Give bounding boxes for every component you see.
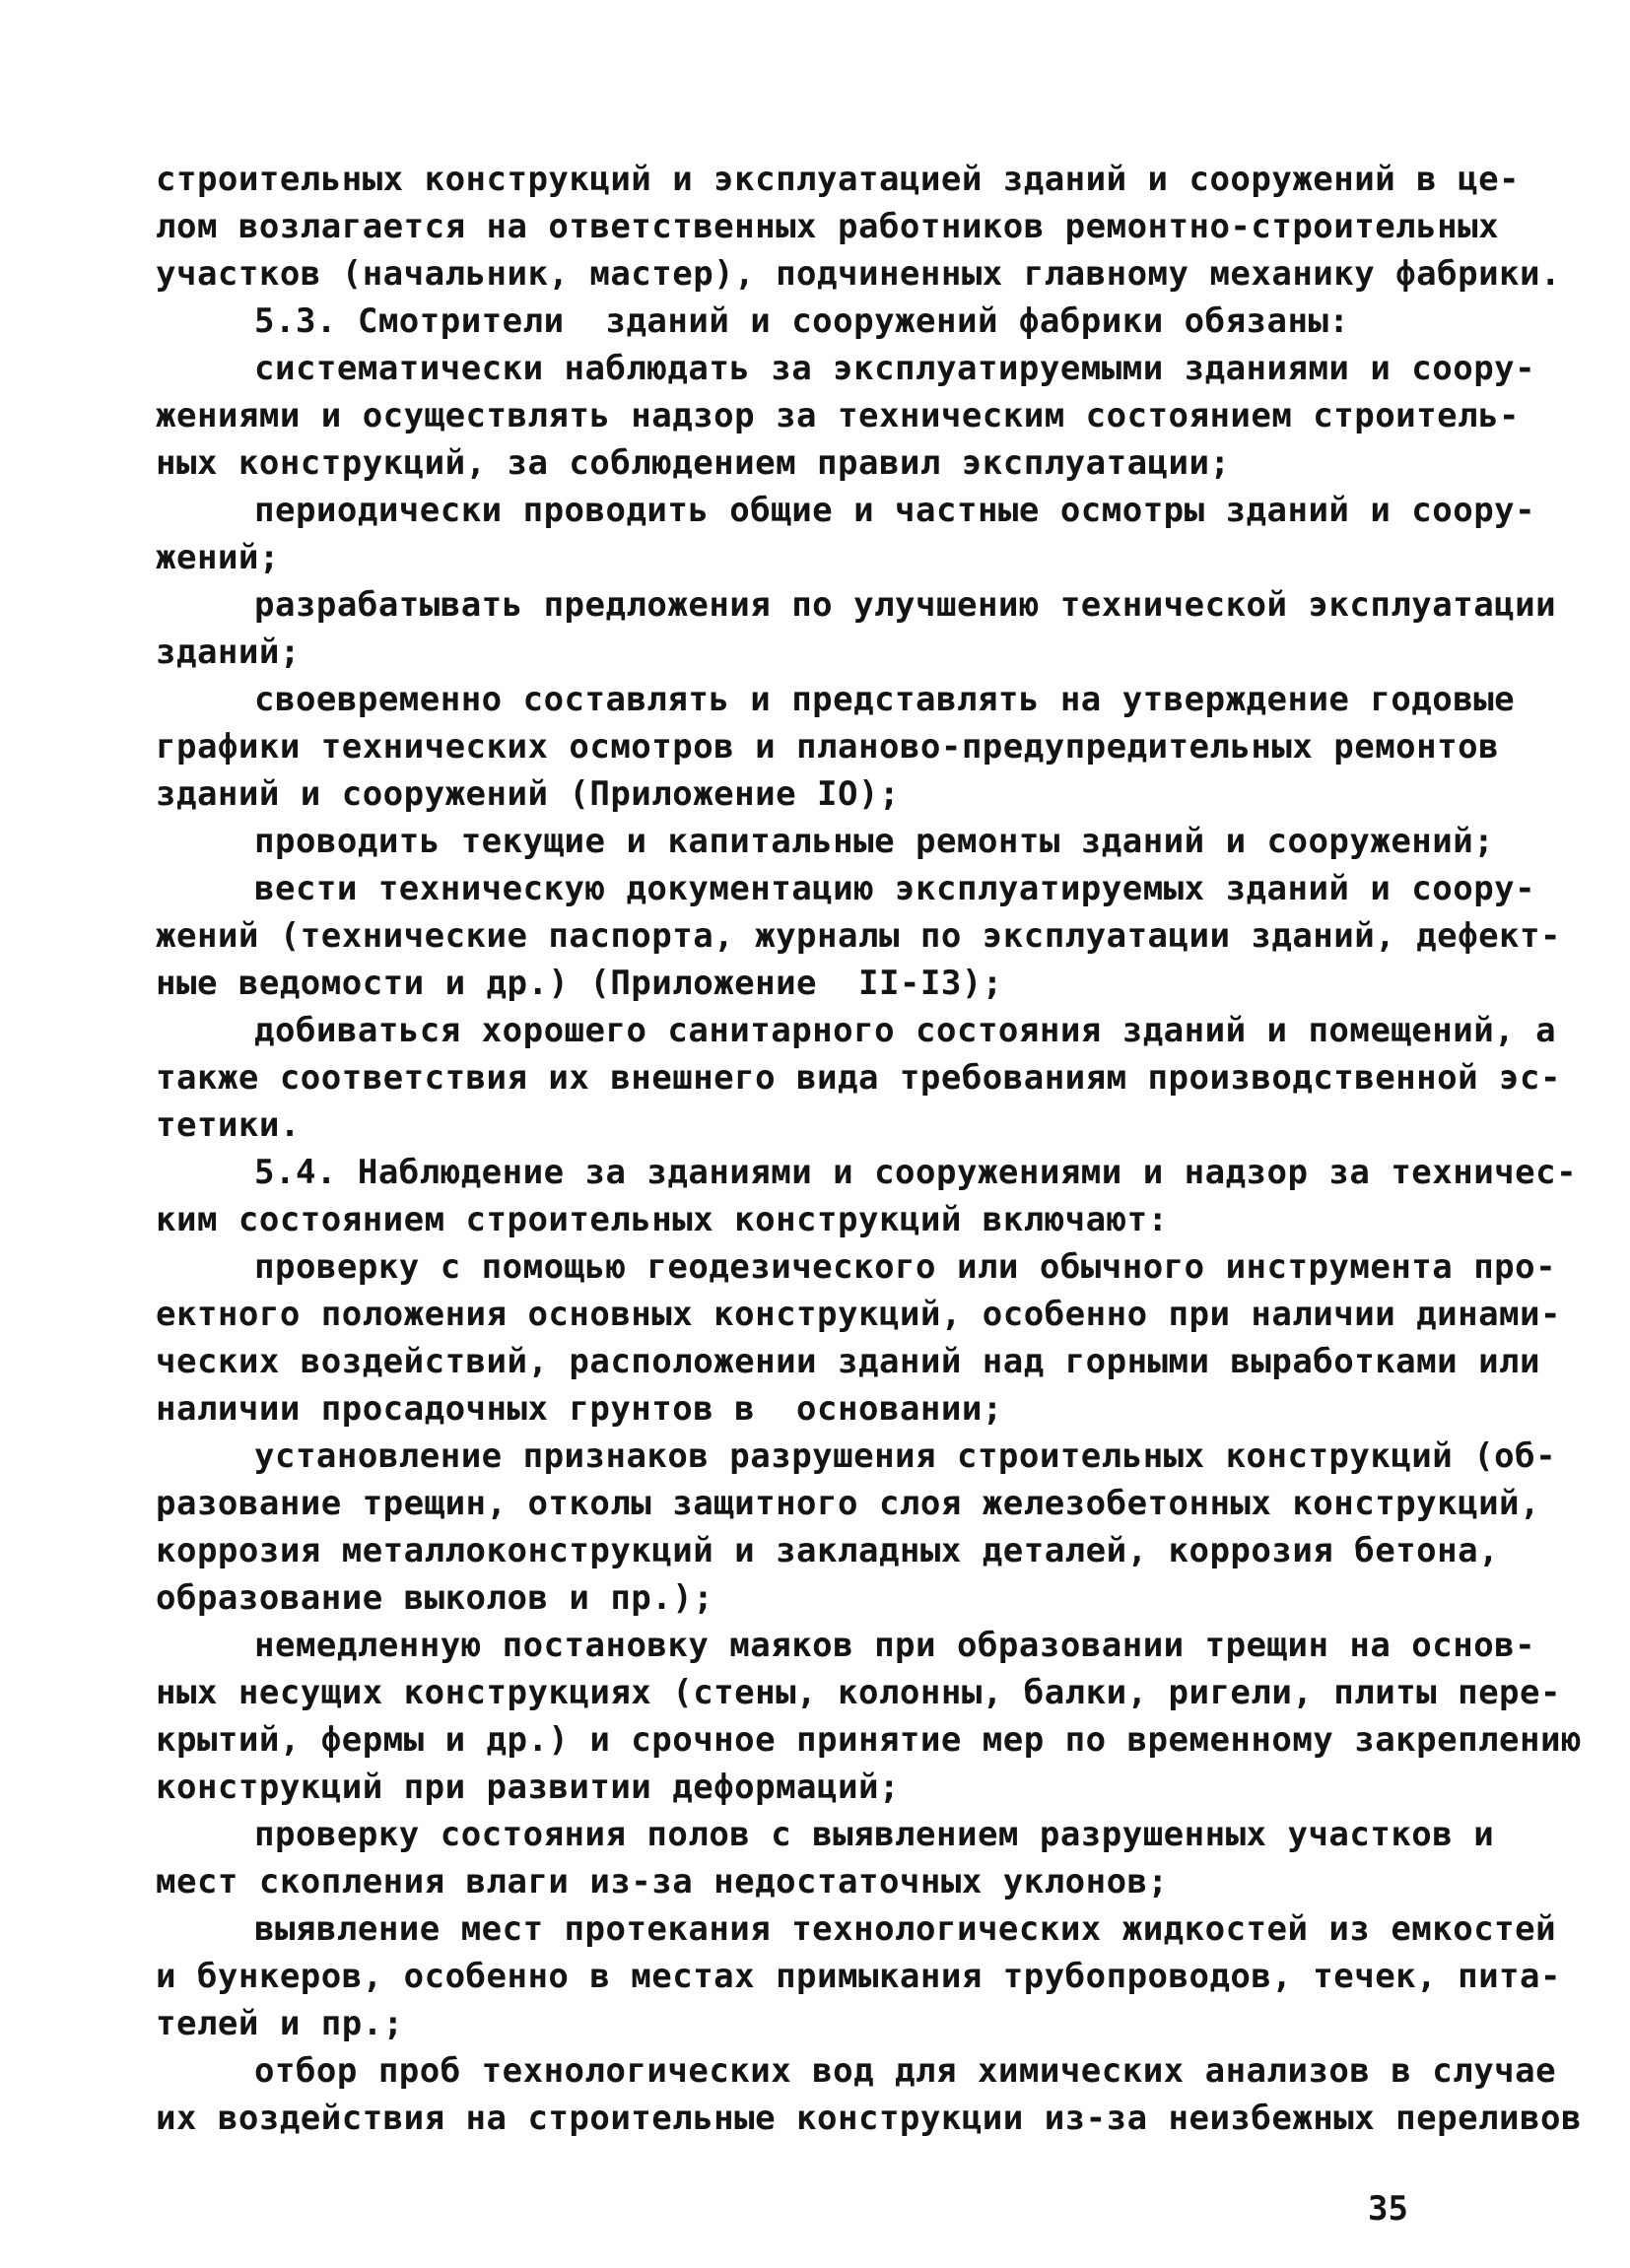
text-line: систематически наблюдать за эксплуатируемыми зданиями и соору- [254, 349, 1536, 388]
text-line: тетики. [156, 1105, 301, 1145]
text-line: немедленную постановку маяков при образовании трещин на основ- [254, 1626, 1536, 1665]
text-line: проводить текущие и капитальные ремонты зданий и сооружений; [254, 822, 1495, 861]
text-line: их воздействия на строительные конструкции из-за неизбежных переливов [156, 2099, 1582, 2138]
text-line: ектного положения основных конструкций, особенно при наличии динами- [156, 1295, 1561, 1334]
text-line: жениями и осуществлять надзор за техническим состоянием строитель- [156, 396, 1521, 435]
text-line: жений (технические паспорта, журналы по эксплуатации зданий, дефект- [156, 916, 1561, 956]
text-line: конструкций при развитии деформаций; [156, 1768, 900, 1807]
text-line: образование выколов и пр.); [156, 1578, 714, 1618]
section-heading-5-4: 5.4. Наблюдение за зданиями и сооружениями и надзор за техничес- [254, 1153, 1578, 1192]
text-line: телей и пр.; [156, 2004, 404, 2043]
text-line: зданий и сооружений (Приложение IO); [156, 774, 900, 814]
body-text [156, 156, 1582, 2142]
text-line: жений; [156, 538, 280, 577]
text-line: наличии просадочных грунтов в основании; [156, 1389, 1003, 1429]
text-line: коррозия металлоконструкций и закладных деталей, коррозия бетона, [156, 1531, 1500, 1570]
text-line: лом возлагается на ответственных работников ремонтно-строительных [156, 207, 1500, 246]
text-line: проверку с помощью геодезического или обычного инструмента про- [254, 1247, 1557, 1287]
text-line: установление признаков разрушения строительных конструкций (об- [254, 1436, 1557, 1476]
text-line: ческих воздействий, расположении зданий над горными выработками или [156, 1342, 1540, 1381]
text-line: также соответствия их внешнего вида требованиям производственной эс- [156, 1058, 1561, 1098]
text-line: разование трещин, отколы защитного слоя железобетонных конструкций, [156, 1484, 1540, 1523]
text-line: участков (начальник, мастер), подчиненных главному механику фабрики. [156, 254, 1561, 294]
section-heading-5-3: 5.3. Смотрители зданий и сооружений фабрики обязаны: [254, 301, 1350, 341]
page-number: 35 [1368, 2189, 1408, 2229]
text-line: ким состоянием строительных конструкций включают: [156, 1200, 1169, 1239]
text-line: отбор проб технологических вод для химических анализов в случае [254, 2051, 1557, 2091]
text-line: вести техническую документацию эксплуатируемых зданий и соору- [254, 869, 1536, 908]
text-line: своевременно составлять и представлять на утверждение годовые [254, 680, 1516, 719]
text-line: зданий; [156, 633, 301, 672]
text-line: выявление мест протекания технологических жидкостей из емкостей [254, 1909, 1557, 1949]
text-line: мест скопления влаги из-за недостаточных уклонов; [156, 1862, 1169, 1901]
text-line: добиваться хорошего санитарного состояния зданий и помещений, а [254, 1011, 1557, 1050]
text-line: графики технических осмотров и планово-предупредительных ремонтов [156, 727, 1500, 767]
text-line: строительных конструкций и эксплуатацией зданий и сооружений в це- [156, 160, 1521, 199]
text-line: ные ведомости и др.) (Приложение II-I3); [156, 964, 1003, 1003]
text-line: разрабатывать предложения по улучшению технической эксплуатации [254, 585, 1557, 625]
text-line: и бункеров, особенно в местах примыкания трубопроводов, течек, пита- [156, 1957, 1561, 1996]
text-line: проверку состояния полов с выявлением разрушенных участков и [254, 1815, 1495, 1854]
text-line: крытий, фермы и др.) и срочное принятие мер по временному закреплению [156, 1720, 1582, 1760]
text-line: периодически проводить общие и частные осмотры зданий и соору- [254, 491, 1536, 530]
text-line: ных несущих конструкциях (стены, колонны, балки, ригели, плиты пере- [156, 1673, 1561, 1712]
text-line: ных конструкций, за соблюдением правил эксплуатации; [156, 443, 1231, 483]
